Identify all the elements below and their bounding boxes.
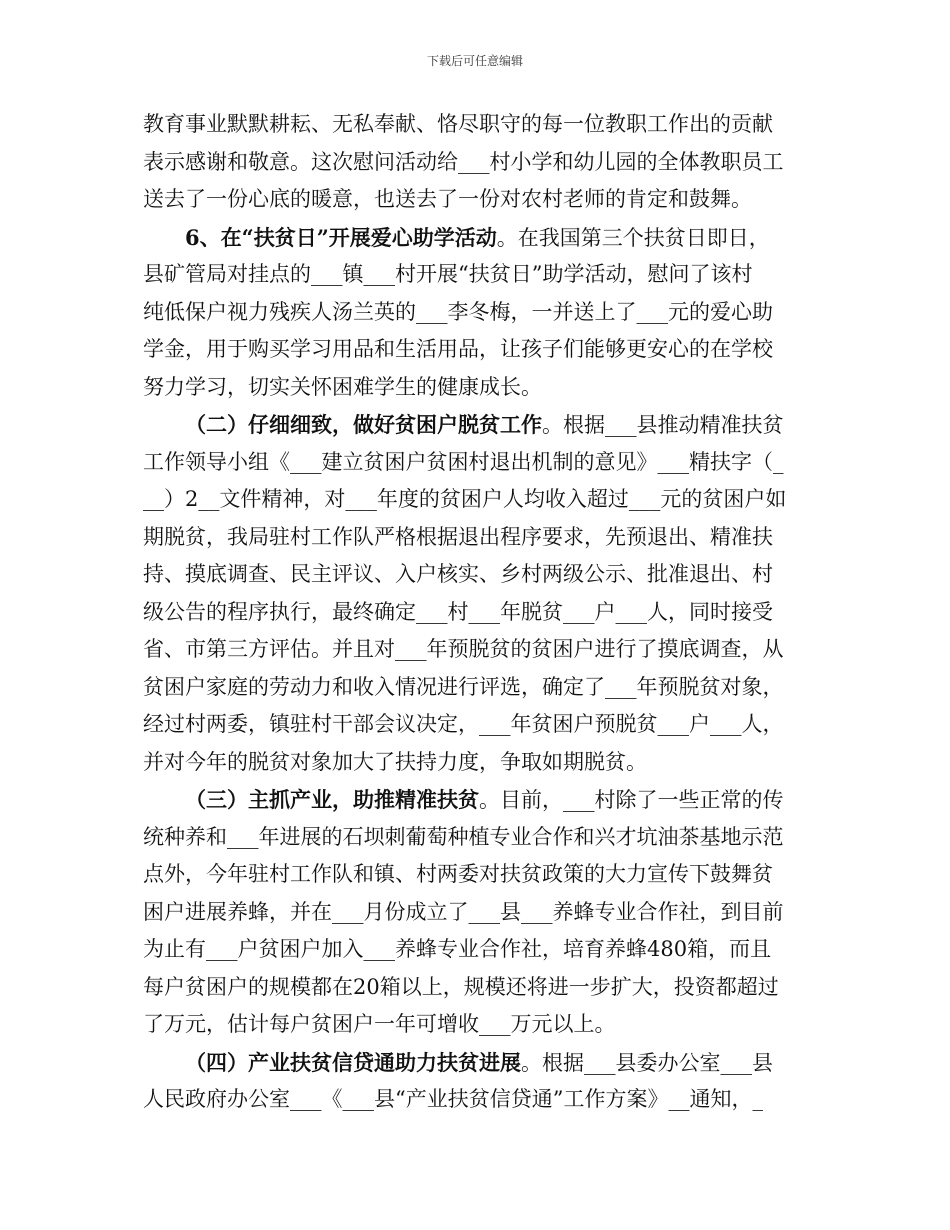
text-line: 纯低保户视力残疾人汤兰英的___李冬梅，一并送上了___元的爱心助	[143, 299, 773, 324]
text-line: 为止有___户贫困户加入___养蜂专业合作社，培育养蜂480箱，而且	[143, 937, 772, 961]
text-line-first	[143, 406, 811, 444]
page-header: 下载后可任意编辑	[426, 54, 523, 68]
text-line: 县矿管局对挂点的___镇___村开展“扶贫日”助学活动，慰问了该村	[143, 262, 753, 286]
document-body	[143, 106, 811, 1119]
paragraph-heading: （四）产业扶贫信贷通助力扶贫进展	[185, 1049, 521, 1075]
text-line: 级公告的程序执行，最终确定___村___年脱贫___户___人，同时接受	[143, 599, 773, 624]
text-line: 统种养和___年进展的石坝刺葡萄种植专业合作和兴才坑油茶基地示范	[143, 824, 784, 849]
text-line: 学金，用于购买学习用品和生活用品，让孩子们能够更安心的在学校	[143, 337, 773, 361]
paragraph-heading: （三）主抓产业，助推精准扶贫	[185, 787, 479, 812]
text-line-first	[143, 219, 811, 257]
text-line: 努力学习，切实关怀困难学生的健康成长。	[143, 374, 542, 399]
text-line: 并对今年的脱贫对象加大了扶持力度，争取如期脱贫。	[143, 749, 647, 774]
paragraph-heading: （二）仔细细致，做好贫困户脱贫工作	[185, 412, 542, 437]
paragraph-3	[143, 406, 811, 781]
paragraph-4	[143, 781, 811, 1044]
text-run: 。目前，___村除了一些正常的传	[479, 788, 784, 812]
text-line: 持、摸底调查、民主评议、入户核实、乡村两级公示、批准退出、村	[143, 562, 773, 586]
text-line-first	[143, 781, 811, 819]
text-line: 表示感谢和敬意。这次慰问活动给___村小学和幼儿园的全体教职员工	[143, 149, 784, 174]
text-run: 。在我国第三个扶贫日即日，	[496, 225, 770, 250]
text-line: 每户贫困户的规模都在20箱以上，规模还将进一步扩大，投资都超过	[143, 974, 779, 999]
text-line-first	[143, 1044, 811, 1082]
text-run: 。根据___县委办公室___县	[521, 1050, 773, 1075]
paragraph-1	[143, 106, 811, 219]
text-line: 送去了一份心底的暖意，也送去了一份对农村老师的肯定和鼓舞。	[143, 187, 752, 211]
text-line: 教育事业默默耕耘、无私奉献、恪尽职守的每一位教职工作出的贡献	[143, 112, 773, 136]
text-line: __）2__文件精神，对___年度的贫困户人均收入超过___元的贫困户如	[143, 487, 787, 511]
text-line: 点外，今年驻村工作队和镇、村两委对扶贫政策的大力宣传下鼓舞贫	[143, 862, 773, 886]
paragraph-2	[143, 219, 811, 407]
paragraph-heading: 6、在“扶贫日”开展爱心助学活动	[185, 224, 497, 250]
paragraph-5	[143, 1044, 811, 1119]
text-line: 了万元，估计每户贫困户一年可增收___万元以上。	[143, 1012, 616, 1036]
text-line: 贫困户家庭的劳动力和收入情况进行评选，确定了___年预脱贫对象，	[143, 674, 784, 699]
text-line: 人民政府办公室___《___县“产业扶贫信贷通”工作方案》__通知，_	[143, 1087, 763, 1111]
text-line: 期脱贫，我局驻村工作队严格根据退出程序要求，先预退出、精准扶	[143, 524, 773, 549]
text-line: 困户进展养蜂，并在___月份成立了___县___养蜂专业合作社，到目前	[143, 899, 784, 924]
text-line: 经过村两委，镇驻村干部会议决定，___年贫困户预脱贫___户___人，	[143, 712, 784, 736]
text-run: 。根据___县推动精准扶贫	[542, 413, 784, 437]
text-line: 省、市第三方评估。并且对___年预脱贫的贫困户进行了摸底调查，从	[143, 637, 784, 661]
text-line: 工作领导小组《___建立贫困户贫困村退出机制的意见》___精扶字（_	[143, 449, 784, 474]
